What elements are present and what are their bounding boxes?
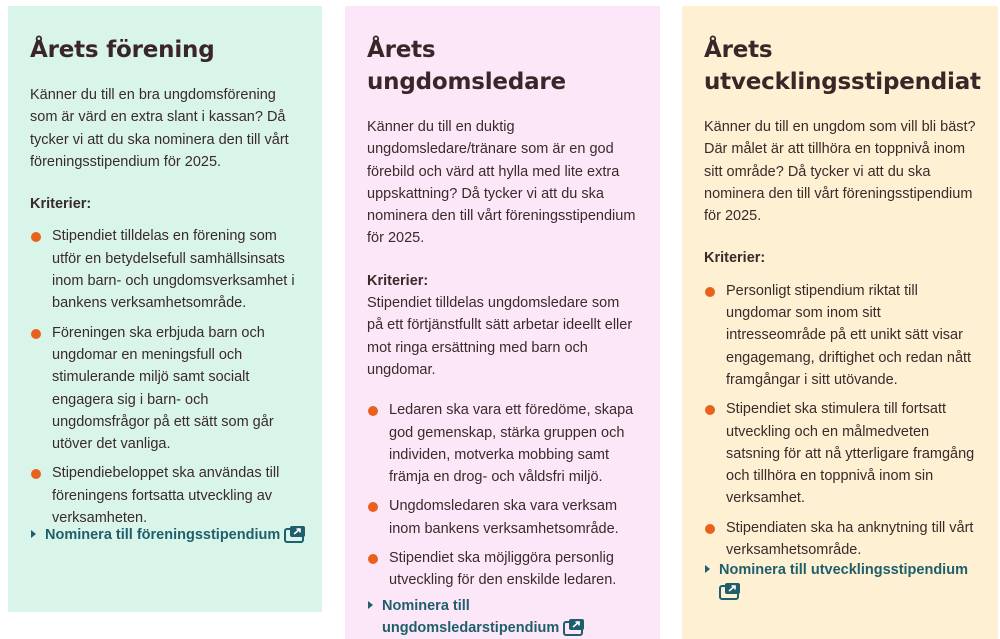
card-arets-forening bbox=[8, 6, 322, 612]
criteria-title: Kriterier: bbox=[704, 250, 766, 267]
criteria-item: Personligt stipendium riktat till ungdomar som inom sitt intresseområde på ett unikt sätt visar engagemang, driftighet och redan nått framgångar i sitt utövande. bbox=[704, 280, 978, 391]
criteria-list bbox=[30, 225, 300, 529]
criteria-title: Kriterier: bbox=[30, 196, 92, 213]
bullet-icon bbox=[31, 232, 41, 242]
nominate-ungdomsledare-link[interactable] bbox=[367, 595, 617, 639]
external-link-icon bbox=[284, 525, 306, 543]
card-arets-ungdomsledare bbox=[345, 6, 660, 639]
nominate-forening-link[interactable] bbox=[30, 524, 306, 546]
card-intro: Känner du till en ungdom som vill bli bäst? Där målet är att tillhöra en toppnivå inom sitt område? Då tycker vi att du ska nominera den till vårt föreningsstipendium för 2025. bbox=[704, 119, 976, 225]
bullet-icon bbox=[368, 406, 378, 416]
bullet-icon bbox=[705, 524, 715, 534]
card-title: Årets utvecklingsstipendiat bbox=[704, 37, 981, 95]
criteria-text: Stipendiet tilldelas ungdomsledare som på ett förtjänstfullt sätt arbetar ideellt eller mot ringa ersättning med barn och ungdomar. bbox=[367, 295, 633, 378]
criteria-list bbox=[704, 280, 978, 562]
nominate-link-label: Nominera till utvecklingsstipendium bbox=[719, 562, 968, 578]
criteria-item: Stipendiet tilldelas en förening som utför en betydelsefull samhällsinsats inom barn- och ungdomsverksamhet i bankens verksamhetsområde. bbox=[30, 225, 300, 314]
criteria-item: Ungdomsledaren ska vara verksam inom bankens verksamhetsområde. bbox=[367, 495, 638, 540]
card-arets-utvecklingsstipendiat bbox=[682, 6, 998, 639]
criteria-item: Ledaren ska vara ett föredöme, skapa god gemenskap, stärka gruppen och individen, motverka mobbing samt främja en drog- och våldsfri miljö. bbox=[367, 399, 638, 488]
card-title: Årets ungdomsledare bbox=[367, 37, 566, 95]
bullet-icon bbox=[368, 554, 378, 564]
criteria-item: Stipendiaten ska ha anknytning till vårt verksamhetsområde. bbox=[704, 517, 978, 562]
criteria-item: Stipendiet ska stimulera till fortsatt utveckling och en målmedveten satsning för att nå ytterligare framgång och tillhöra en toppnivå inom sin verksamhet. bbox=[704, 398, 978, 509]
external-link-icon bbox=[719, 582, 741, 600]
bullet-icon bbox=[705, 405, 715, 415]
bullet-icon bbox=[31, 329, 41, 339]
nominate-utveckling-link[interactable] bbox=[704, 559, 984, 603]
card-intro: Känner du till en bra ungdomsförening som är värd en extra slant i kassan? Då tycker vi att du ska nominera den till vårt föreningsstipendium för 2025. bbox=[30, 87, 289, 170]
card-title: Årets förening bbox=[30, 37, 215, 63]
criteria-item: Stipendiebeloppet ska användas till föreningens fortsatta utveckling av verksamheten. bbox=[30, 462, 300, 529]
criteria-item: Föreningen ska erbjuda barn och ungdomar en meningsfull och stimulerande miljö samt socialt engagera sig i barn- och ungdomsfrågor på ett sätt som går utöver det vanliga. bbox=[30, 322, 300, 456]
nominate-link-label: Nominera till ungdomsledarstipendium bbox=[382, 598, 560, 636]
criteria-item: Stipendiet ska möjliggöra personlig utveckling för den enskilde ledaren. bbox=[367, 547, 638, 592]
caret-right-icon bbox=[705, 565, 710, 573]
bullet-icon bbox=[31, 469, 41, 479]
external-link-icon bbox=[563, 618, 585, 636]
criteria-title: Kriterier: bbox=[367, 272, 429, 289]
caret-right-icon bbox=[31, 530, 36, 538]
caret-right-icon bbox=[368, 601, 373, 609]
nominate-link-label: Nominera till föreningsstipendium bbox=[45, 527, 281, 543]
card-intro: Känner du till en duktig ungdomsledare/tränare som är en god förebild och värd att hylla med lite extra uppskattning? Då tycker vi att du ska nominera den till vårt föreningsstipendium för 2025. bbox=[367, 119, 636, 247]
criteria-list bbox=[367, 399, 638, 591]
bullet-icon bbox=[368, 502, 378, 512]
bullet-icon bbox=[705, 287, 715, 297]
